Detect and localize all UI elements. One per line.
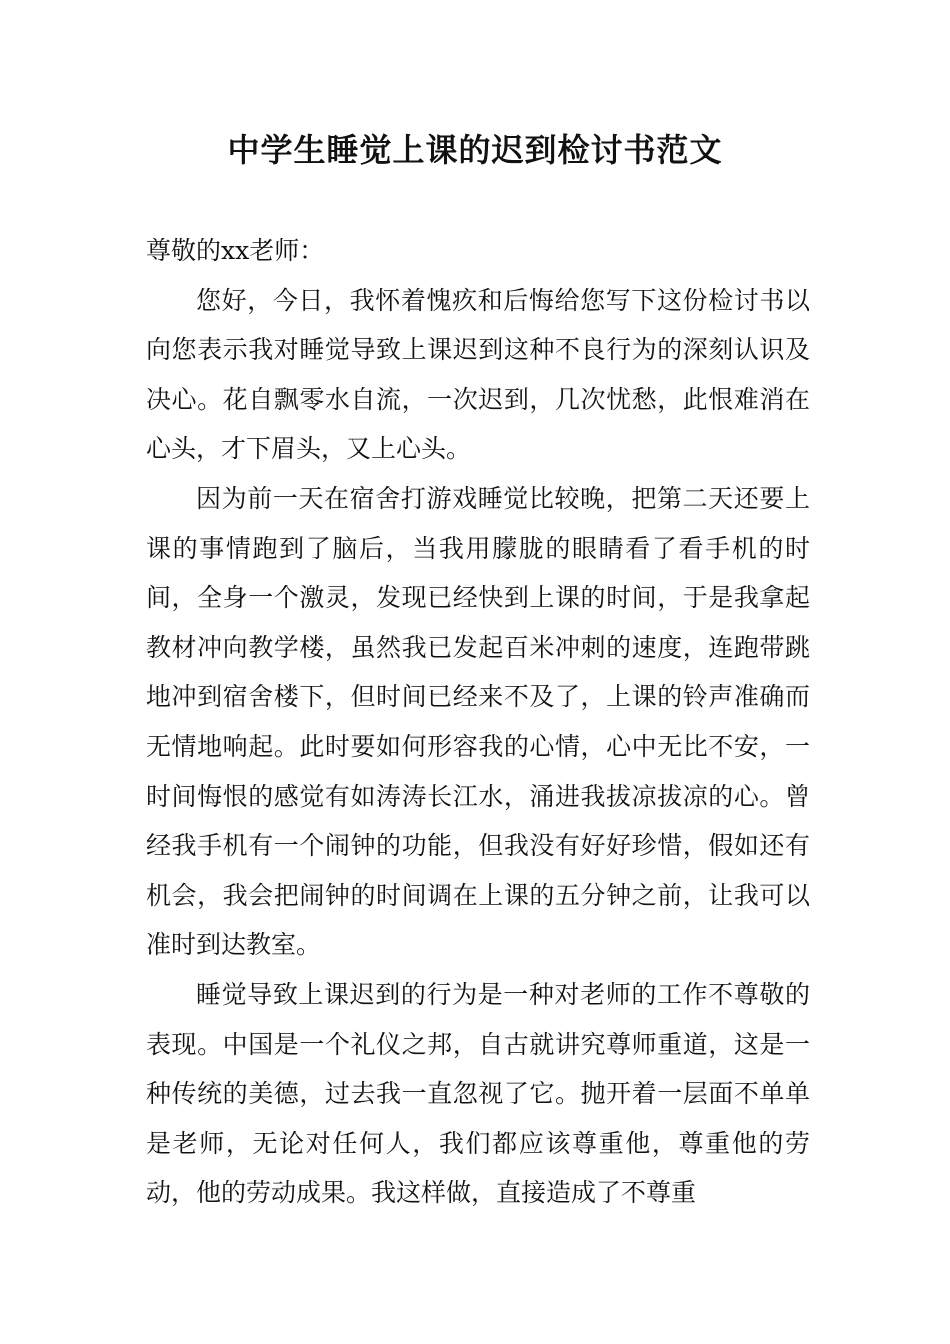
paragraph-1: 您好，今日，我怀着愧疚和后悔给您写下这份检讨书以向您表示我对睡觉导致上课迟到这种不良行为的深刻认识及决心。花自飘零水自流，一次迟到，几次忧愁，此恨难消在心头，才下眉头，又上心头。 [146, 285, 810, 464]
paragraph-3: 睡觉导致上课迟到的行为是一种对老师的工作不尊敬的表现。中国是一个礼仪之邦，自古就讲究尊师重道，这是一种传统的美德，过去我一直忽视了它。抛开着一层面不单单是老师，无论对任何人，我们都应该尊重他，尊重他的劳动，他的劳动成果。我这样做，直接造成了不尊重 [146, 979, 810, 1208]
document-body [146, 226, 810, 1218]
paragraph-2: 因为前一天在宿舍打游戏睡觉比较晚，把第二天还要上课的事情跑到了脑后，当我用朦胧的眼睛看了看手机的时间，全身一个激灵，发现已经快到上课的时间，于是我拿起教材冲向教学楼，虽然我已发起百米冲刺的速度，连跑带跳地冲到宿舍楼下，但时间已经来不及了，上课的铃声准确而无情地响起。此时要如何形容我的心情，心中无比不安，一时间悔恨的感觉有如涛涛长江水，涌进我拔凉拔凉的心。曾经我手机有一个闹钟的功能，但我没有好好珍惜，假如还有机会，我会把闹钟的时间调在上课的五分钟之前，让我可以准时到达教室。 [146, 483, 810, 960]
salutation: 尊敬的xx老师： [146, 236, 325, 265]
document-title: 中学生睡觉上课的迟到检讨书范文 [227, 131, 723, 169]
